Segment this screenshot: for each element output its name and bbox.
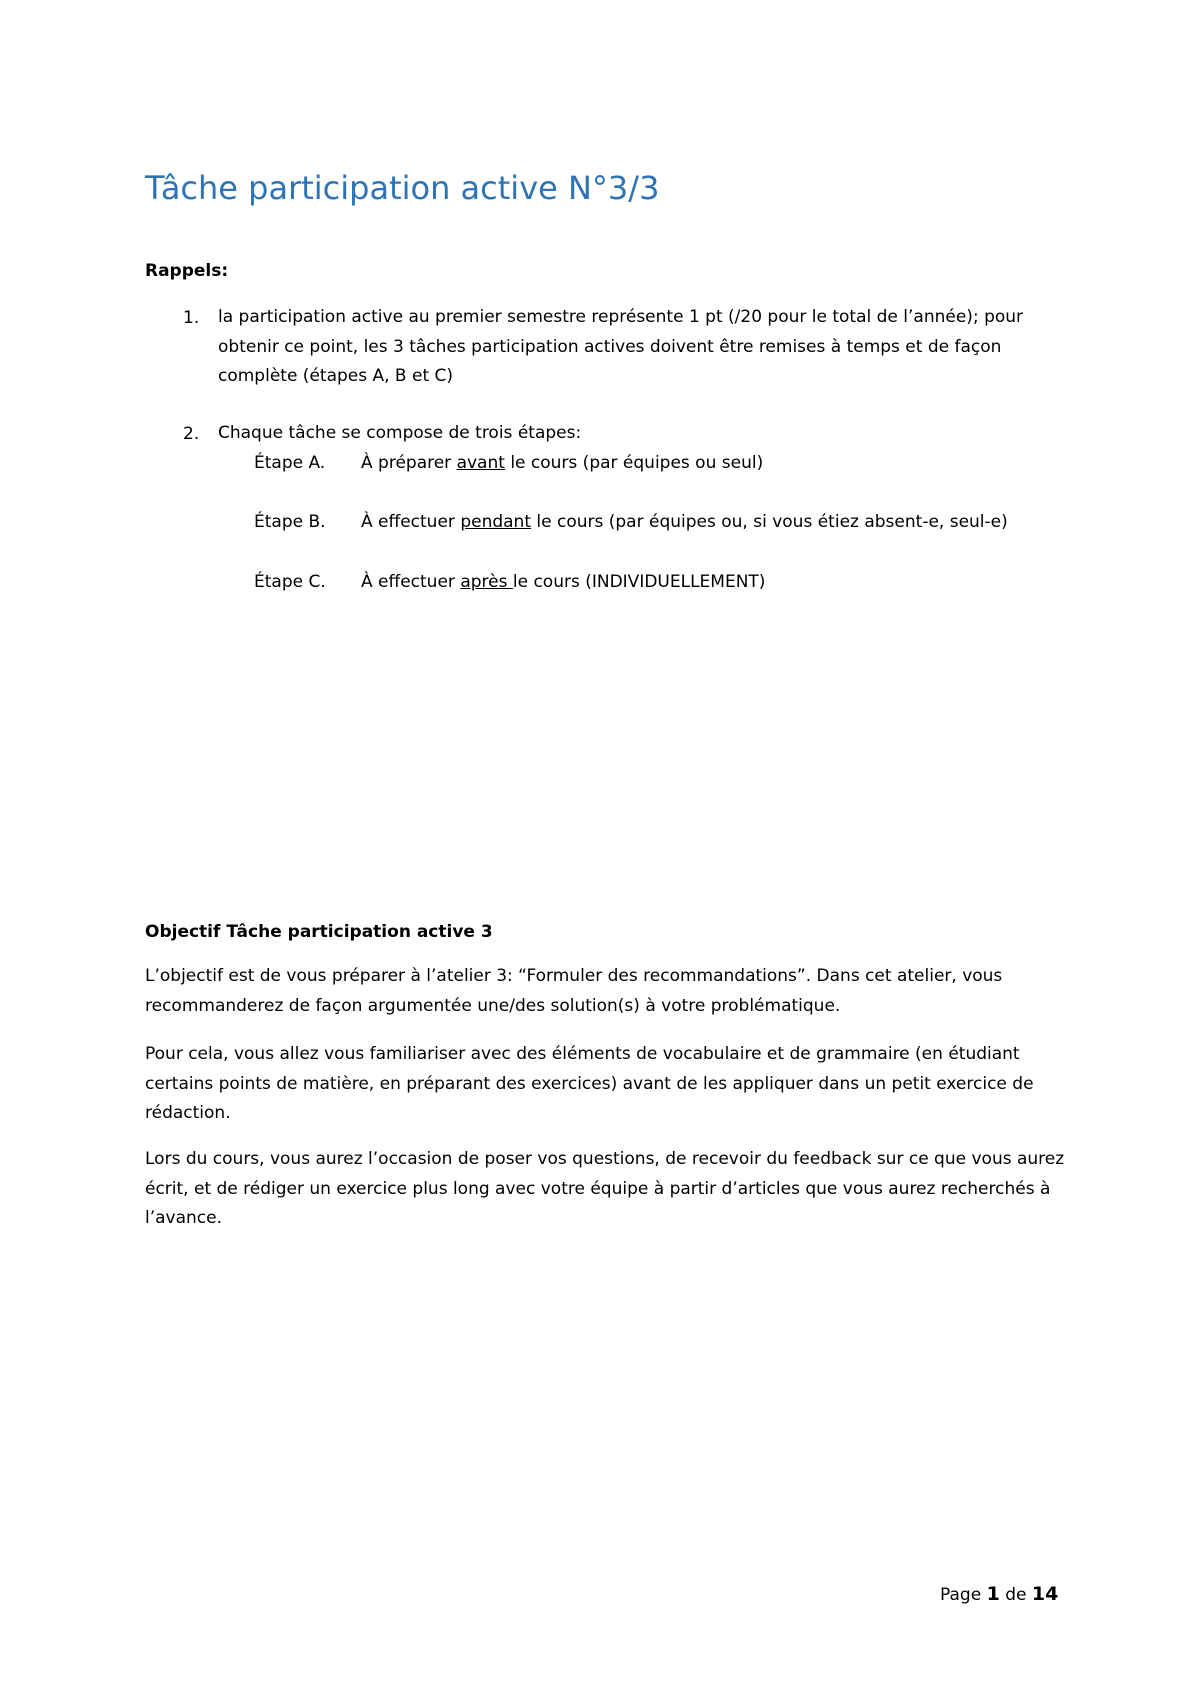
list-item-text: la participation active au premier semestre représente 1 pt (/20 pour le total de l’année); pour obtenir ce point, les 3 tâches participation actives doivent être remises à temps et de façon complète (étapes A, B et C) [218, 307, 1024, 386]
step-text-before: À effectuer [361, 512, 461, 532]
step-a [254, 451, 763, 475]
current-page-number: 1 [986, 1583, 1000, 1605]
paragraph: Lors du cours, vous aurez l’occasion de poser vos questions, de recevoir du feedback sur ce que vous aurez écrit, et de rédiger un exercice plus long avec votre équipe à partir d’articles que vous aurez recherchés à l’avance. [145, 1149, 1065, 1228]
rappels-heading: Rappels: [145, 261, 229, 281]
list-item-number: 1. [183, 308, 200, 328]
step-label: Étape B. [254, 512, 326, 532]
step-text-emphasis: pendant [460, 512, 531, 532]
page-number-footer [940, 1582, 1058, 1607]
step-text-before: À préparer [361, 453, 457, 473]
list-item-number: 2. [183, 424, 200, 444]
step-label: Étape C. [254, 572, 326, 592]
document-title: Tâche participation active N°3/3 [145, 169, 660, 207]
step-text-before: À effectuer [361, 572, 461, 592]
step-text-after: le cours (par équipes ou seul) [504, 453, 764, 473]
of-word: de [1005, 1585, 1027, 1605]
step-c [254, 570, 765, 594]
step-text-after: le cours (par équipes ou, si vous étiez absent-e, seul-e) [531, 512, 1008, 532]
step-text-after: le cours (INDIVIDUELLEMENT) [512, 572, 766, 592]
paragraph: L’objectif est de vous préparer à l’atelier 3: “Formuler des recommandations”. Dans cet atelier, vous recommanderez de façon argumentée une/des solution(s) à votre problématique. [145, 966, 1003, 1016]
objectif-heading: Objectif Tâche participation active 3 [145, 922, 493, 942]
list-item-text: Chaque tâche se compose de trois étapes: [218, 423, 582, 443]
page-word: Page [940, 1585, 982, 1605]
total-pages-number: 14 [1031, 1583, 1059, 1605]
step-label: Étape A. [254, 453, 326, 473]
step-text-emphasis: après [460, 572, 513, 592]
step-text-emphasis: avant [456, 453, 505, 473]
step-b [254, 510, 1008, 534]
paragraph: Pour cela, vous allez vous familiariser avec des éléments de vocabulaire et de grammaire (en étudiant certains points de matière, en préparant des exercices) avant de les appliquer dans un petit exercice de rédaction. [145, 1044, 1034, 1123]
